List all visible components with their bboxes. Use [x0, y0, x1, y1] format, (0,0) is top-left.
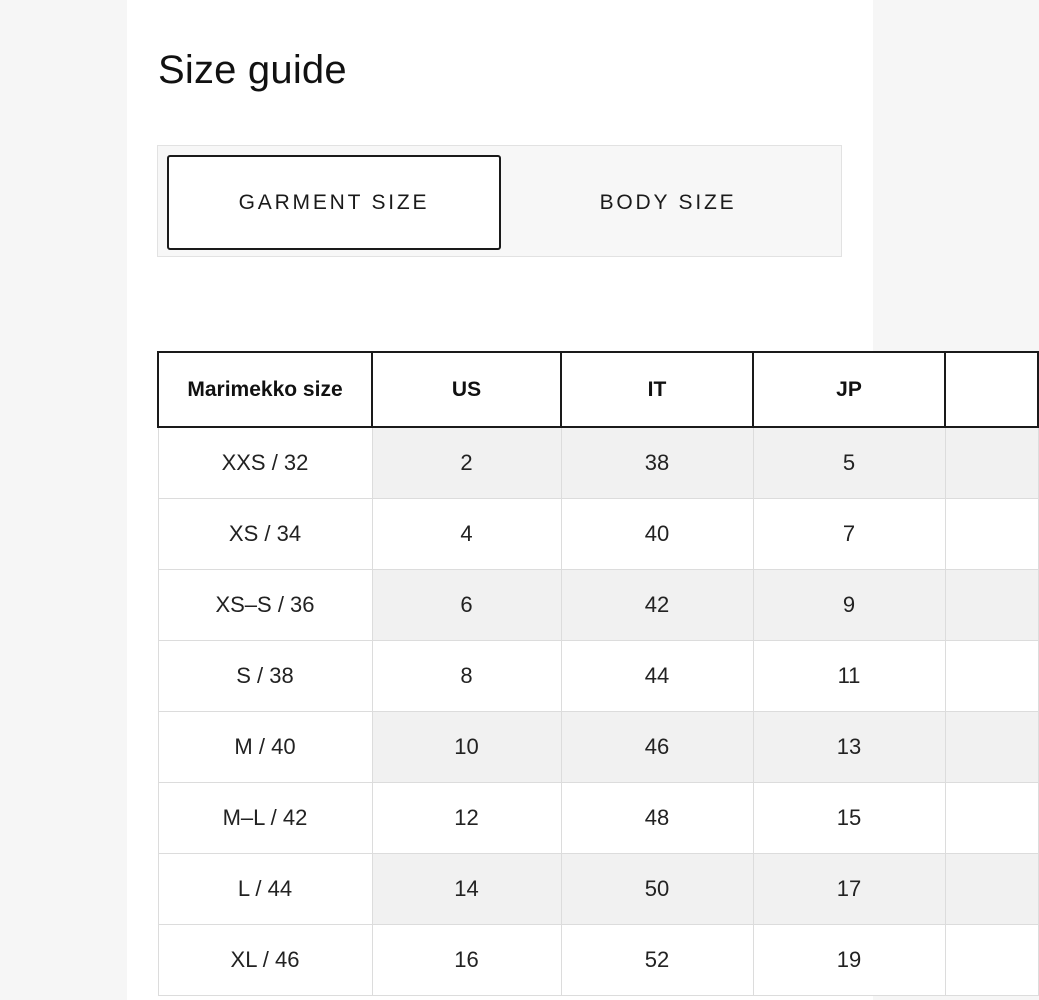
- cell-us: 8: [372, 641, 561, 712]
- cell-it: 38: [561, 427, 753, 499]
- cell-us: 4: [372, 499, 561, 570]
- garment-size-tab[interactable]: [167, 155, 501, 250]
- cell-us: 2: [372, 427, 561, 499]
- header-it: IT: [561, 352, 753, 427]
- cell-jp: 7: [753, 499, 945, 570]
- cell-jp: 11: [753, 641, 945, 712]
- cell-overflow: [945, 783, 1038, 854]
- cell-jp: 13: [753, 712, 945, 783]
- cell-marimekko-size: XS–S / 36: [158, 570, 372, 641]
- cell-it: 50: [561, 854, 753, 925]
- cell-us: 6: [372, 570, 561, 641]
- cell-it: 48: [561, 783, 753, 854]
- cell-overflow: [945, 854, 1038, 925]
- header-overflow: [945, 352, 1038, 427]
- garment-size-tab-label: GARMENT SIZE: [238, 190, 430, 214]
- cell-overflow: [945, 570, 1038, 641]
- cell-marimekko-size: XL / 46: [158, 925, 372, 996]
- size-type-toggle: [157, 145, 842, 257]
- cell-it: 40: [561, 499, 753, 570]
- table-row: [158, 499, 1038, 570]
- body-size-tab-label: BODY SIZE: [599, 190, 737, 214]
- cell-it: 52: [561, 925, 753, 996]
- size-table: [157, 351, 1039, 996]
- cell-jp: 9: [753, 570, 945, 641]
- cell-overflow: [945, 925, 1038, 996]
- cell-it: 42: [561, 570, 753, 641]
- header-jp: JP: [753, 352, 945, 427]
- cell-marimekko-size: M–L / 42: [158, 783, 372, 854]
- header-us: US: [372, 352, 561, 427]
- size-table-scroll-container[interactable]: [157, 351, 862, 1000]
- body-size-tab[interactable]: [501, 155, 835, 250]
- cell-overflow: [945, 712, 1038, 783]
- header-marimekko-size: Marimekko size: [158, 352, 372, 427]
- cell-it: 46: [561, 712, 753, 783]
- cell-marimekko-size: M / 40: [158, 712, 372, 783]
- cell-us: 10: [372, 712, 561, 783]
- cell-us: 12: [372, 783, 561, 854]
- table-row: [158, 427, 1038, 499]
- cell-marimekko-size: XS / 34: [158, 499, 372, 570]
- table-row: [158, 712, 1038, 783]
- cell-overflow: [945, 499, 1038, 570]
- cell-jp: 15: [753, 783, 945, 854]
- cell-it: 44: [561, 641, 753, 712]
- cell-marimekko-size: XXS / 32: [158, 427, 372, 499]
- table-row: [158, 783, 1038, 854]
- table-row: [158, 570, 1038, 641]
- cell-jp: 17: [753, 854, 945, 925]
- cell-marimekko-size: L / 44: [158, 854, 372, 925]
- table-row: [158, 854, 1038, 925]
- table-header-row: [158, 352, 1038, 427]
- cell-overflow: [945, 427, 1038, 499]
- cell-overflow: [945, 641, 1038, 712]
- page-title: Size guide: [158, 48, 347, 92]
- table-row: [158, 641, 1038, 712]
- cell-marimekko-size: S / 38: [158, 641, 372, 712]
- cell-us: 14: [372, 854, 561, 925]
- table-row: [158, 925, 1038, 996]
- cell-us: 16: [372, 925, 561, 996]
- cell-jp: 19: [753, 925, 945, 996]
- cell-jp: 5: [753, 427, 945, 499]
